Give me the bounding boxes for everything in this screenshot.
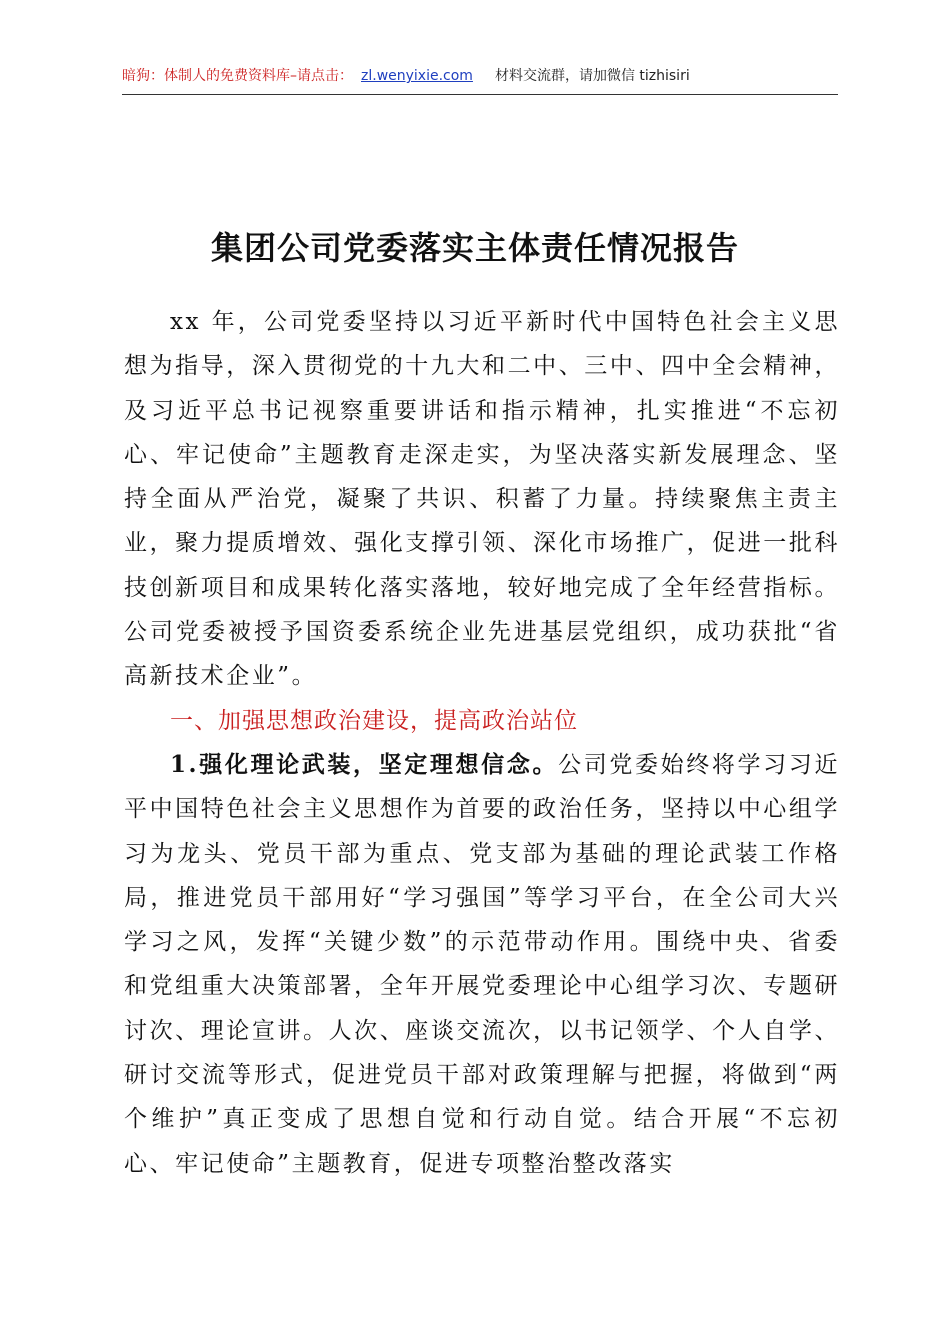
header-contact: 材料交流群，请加微信 tizhisiri: [494, 68, 690, 84]
document-title: 集团公司党委落实主体责任情况报告: [210, 229, 739, 267]
item-lead: 1.强化理论武装，坚定理想信念。: [170, 750, 559, 778]
item-paragraph: [124, 743, 840, 1186]
header-click-prompt: –请点击：: [290, 68, 353, 84]
header-source-label: 暗狗：体制人的免费资料库: [122, 68, 290, 84]
page-header: [122, 60, 838, 95]
document-body: [124, 300, 840, 1186]
item-text: 公司党委始终将学习习近平中国特色社会主义思想作为首要的政治任务，坚持以中心组学习为龙头、党员干部为重点、党支部为基础的理论武装工作格局，推进党员干部用好“学习强国”等学习平台，在全公司大兴学习之风，发挥“关键少数”的示范带动作用。围绕中央、省委和党组重大决策部署，全年开展党委理论中心组学习次、专题研讨次、理论宣讲。人次、座谈交流次，以书记领学、个人自学、研讨交流等形式，促进党员干部对政策理解与把握，将做到“两个维护”真正变成了思想自觉和行动自觉。结合开展“不忘初心、牢记使命”主题教育，促进专项整治整改落实: [124, 751, 840, 1177]
header-url-link[interactable]: zl.wenyixie.com: [361, 68, 473, 84]
section-heading: 一、加强思想政治建设，提高政治站位: [170, 707, 578, 734]
intro-paragraph: xx 年，公司党委坚持以习近平新时代中国特色社会主义思想为指导，深入贯彻党的十九大和二中、三中、四中全会精神，及习近平总书记视察重要讲话和指示精神，扎实推进“不忘初心、牢记使命”主题教育走深走实，为坚决落实新发展理念、坚持全面从严治党，凝聚了共识、积蓄了力量。持续聚焦主责主业，聚力提质增效、强化支撑引领、深化市场推广，促进一批科技创新项目和成果转化落实落地，较好地完成了全年经营指标。公司党委被授予国资委系统企业先进基层党组织，成功获批“省高新技术企业”。: [124, 309, 840, 690]
